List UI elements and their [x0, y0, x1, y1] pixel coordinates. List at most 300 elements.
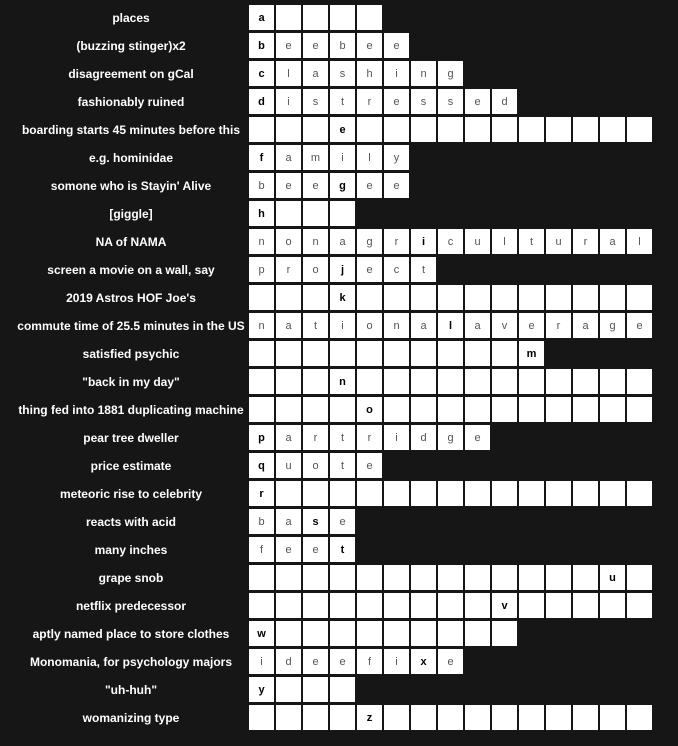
letter-cell[interactable]: r: [546, 313, 571, 338]
letter-cell[interactable]: [384, 341, 409, 366]
letter-cell[interactable]: b: [249, 173, 274, 198]
letter-cell[interactable]: [492, 397, 517, 422]
letter-cell[interactable]: e: [438, 649, 463, 674]
puzzle-row: [0, 425, 678, 453]
key-letter-cell[interactable]: e: [330, 117, 355, 142]
key-letter-cell[interactable]: g: [330, 173, 355, 198]
key-letter-cell[interactable]: f: [249, 145, 274, 170]
clue-label: commute time of 25.5 minutes in the US: [17, 319, 245, 333]
key-letter-cell[interactable]: r: [249, 481, 274, 506]
letter-cell[interactable]: [276, 593, 301, 618]
letter-cell[interactable]: [303, 481, 328, 506]
letter-cell[interactable]: [492, 565, 517, 590]
letter-cell[interactable]: p: [249, 257, 274, 282]
letter-cell[interactable]: [465, 593, 490, 618]
letter-cell[interactable]: t: [411, 257, 436, 282]
letter-cell[interactable]: [438, 481, 463, 506]
answer-cells: [249, 425, 492, 450]
letter-cell[interactable]: [249, 369, 274, 394]
answer-cells: [249, 173, 411, 198]
letter-cell[interactable]: s: [330, 61, 355, 86]
answer-cells: [249, 341, 546, 366]
letter-cell[interactable]: [249, 565, 274, 590]
letter-cell[interactable]: [357, 481, 382, 506]
letter-cell[interactable]: e: [465, 425, 490, 450]
letter-cell[interactable]: e: [303, 649, 328, 674]
key-letter-cell[interactable]: k: [330, 285, 355, 310]
letter-cell[interactable]: [249, 593, 274, 618]
key-letter-cell[interactable]: v: [492, 593, 517, 618]
key-letter-cell[interactable]: s: [303, 509, 328, 534]
letter-cell[interactable]: [303, 5, 328, 30]
answer-cells: [249, 33, 411, 58]
letter-cell[interactable]: [438, 117, 463, 142]
letter-cell[interactable]: [384, 285, 409, 310]
letter-cell[interactable]: [411, 341, 436, 366]
clue-label: e.g. hominidae: [88, 151, 173, 165]
letter-cell[interactable]: [330, 593, 355, 618]
key-letter-cell[interactable]: j: [330, 257, 355, 282]
key-letter-cell[interactable]: x: [411, 649, 436, 674]
answer-cells: [249, 649, 465, 674]
letter-cell[interactable]: [411, 621, 436, 646]
letter-cell[interactable]: s: [438, 89, 463, 114]
clue-label: screen a movie on a wall, say: [47, 263, 215, 277]
letter-cell[interactable]: e: [330, 509, 355, 534]
letter-cell[interactable]: o: [303, 257, 328, 282]
letter-cell[interactable]: [465, 117, 490, 142]
answer-cells: [249, 509, 357, 534]
letter-cell[interactable]: c: [384, 257, 409, 282]
puzzle-row: [0, 285, 678, 313]
puzzle-row: [0, 341, 678, 369]
letter-cell[interactable]: r: [573, 229, 598, 254]
letter-cell[interactable]: r: [276, 257, 301, 282]
letter-cell[interactable]: [519, 369, 544, 394]
puzzle-row: [0, 649, 678, 677]
letter-cell[interactable]: i: [330, 145, 355, 170]
letter-cell[interactable]: [303, 341, 328, 366]
letter-cell[interactable]: [492, 285, 517, 310]
clue-label: thing fed into 1881 duplicating machine: [18, 403, 244, 417]
letter-cell[interactable]: [384, 621, 409, 646]
letter-cell[interactable]: [276, 677, 301, 702]
answer-cells: [249, 257, 438, 282]
letter-cell[interactable]: [411, 593, 436, 618]
letter-cell[interactable]: [438, 565, 463, 590]
letter-cell[interactable]: i: [384, 649, 409, 674]
letter-cell[interactable]: t: [519, 229, 544, 254]
letter-cell[interactable]: [438, 621, 463, 646]
letter-cell[interactable]: [357, 5, 382, 30]
letter-cell[interactable]: [411, 481, 436, 506]
puzzle-row: [0, 453, 678, 481]
letter-cell[interactable]: [411, 397, 436, 422]
letter-cell[interactable]: [384, 369, 409, 394]
clue-label: [giggle]: [109, 207, 153, 221]
letter-cell[interactable]: [276, 5, 301, 30]
letter-cell[interactable]: [438, 397, 463, 422]
letter-cell[interactable]: r: [357, 89, 382, 114]
answer-cells: [249, 5, 384, 30]
puzzle-row: [0, 201, 678, 229]
answer-cells: [249, 61, 465, 86]
letter-cell[interactable]: [276, 481, 301, 506]
letter-cell[interactable]: d: [276, 649, 301, 674]
letter-cell[interactable]: t: [330, 453, 355, 478]
letter-cell[interactable]: [573, 369, 598, 394]
letter-cell[interactable]: [546, 285, 571, 310]
letter-cell[interactable]: n: [411, 61, 436, 86]
letter-cell[interactable]: [546, 117, 571, 142]
letter-cell[interactable]: i: [384, 61, 409, 86]
letter-cell[interactable]: [411, 117, 436, 142]
letter-cell[interactable]: t: [303, 313, 328, 338]
letter-cell[interactable]: [411, 705, 436, 730]
answer-cells: [249, 229, 654, 254]
letter-cell[interactable]: [546, 705, 571, 730]
letter-cell[interactable]: n: [249, 313, 274, 338]
letter-cell[interactable]: [303, 117, 328, 142]
letter-cell[interactable]: [465, 705, 490, 730]
letter-cell[interactable]: [627, 481, 652, 506]
letter-cell[interactable]: [600, 397, 625, 422]
clue-label: meteoric rise to celebrity: [59, 487, 203, 501]
letter-cell[interactable]: [303, 621, 328, 646]
letter-cell[interactable]: [357, 117, 382, 142]
letter-cell[interactable]: [330, 621, 355, 646]
letter-cell[interactable]: [627, 369, 652, 394]
letter-cell[interactable]: g: [357, 229, 382, 254]
letter-cell[interactable]: [276, 285, 301, 310]
letter-cell[interactable]: [303, 285, 328, 310]
letter-cell[interactable]: [519, 285, 544, 310]
letter-cell[interactable]: o: [357, 313, 382, 338]
letter-cell[interactable]: [276, 397, 301, 422]
letter-cell[interactable]: [438, 705, 463, 730]
letter-cell[interactable]: [600, 285, 625, 310]
letter-cell[interactable]: e: [357, 33, 382, 58]
letter-cell[interactable]: l: [627, 229, 652, 254]
clue-label: many inches: [94, 543, 168, 557]
letter-cell[interactable]: [519, 397, 544, 422]
letter-cell[interactable]: [411, 565, 436, 590]
letter-cell[interactable]: [438, 341, 463, 366]
key-letter-cell[interactable]: h: [249, 201, 274, 226]
letter-cell[interactable]: a: [573, 313, 598, 338]
letter-cell[interactable]: i: [384, 425, 409, 450]
letter-cell[interactable]: [330, 705, 355, 730]
letter-cell[interactable]: g: [600, 313, 625, 338]
letter-cell[interactable]: u: [276, 453, 301, 478]
clue-label: (buzzing stinger)x2: [76, 39, 186, 53]
letter-cell[interactable]: e: [357, 453, 382, 478]
letter-cell[interactable]: [303, 593, 328, 618]
letter-cell[interactable]: e: [384, 33, 409, 58]
letter-cell[interactable]: [357, 621, 382, 646]
letter-cell[interactable]: [249, 341, 274, 366]
letter-cell[interactable]: a: [465, 313, 490, 338]
letter-cell[interactable]: [546, 481, 571, 506]
letter-cell[interactable]: g: [438, 61, 463, 86]
letter-cell[interactable]: v: [492, 313, 517, 338]
key-letter-cell[interactable]: l: [438, 313, 463, 338]
letter-cell[interactable]: [627, 285, 652, 310]
letter-cell[interactable]: d: [411, 425, 436, 450]
letter-cell[interactable]: e: [519, 313, 544, 338]
letter-cell[interactable]: [465, 481, 490, 506]
letter-cell[interactable]: [627, 705, 652, 730]
letter-cell[interactable]: [357, 593, 382, 618]
key-letter-cell[interactable]: t: [330, 537, 355, 562]
letter-cell[interactable]: [276, 117, 301, 142]
letter-cell[interactable]: n: [303, 229, 328, 254]
letter-cell[interactable]: d: [492, 89, 517, 114]
letter-cell[interactable]: [357, 565, 382, 590]
clue-label: pear tree dweller: [83, 431, 179, 445]
letter-cell[interactable]: [573, 565, 598, 590]
letter-cell[interactable]: r: [357, 425, 382, 450]
letter-cell[interactable]: [330, 201, 355, 226]
key-letter-cell[interactable]: w: [249, 621, 274, 646]
letter-cell[interactable]: a: [411, 313, 436, 338]
letter-cell[interactable]: [519, 705, 544, 730]
letter-cell[interactable]: [546, 369, 571, 394]
letter-cell[interactable]: t: [330, 425, 355, 450]
letter-cell[interactable]: [492, 481, 517, 506]
letter-cell[interactable]: r: [384, 229, 409, 254]
letter-cell[interactable]: [546, 565, 571, 590]
clue-label: disagreement on gCal: [68, 67, 194, 81]
letter-cell[interactable]: [330, 677, 355, 702]
letter-cell[interactable]: [276, 341, 301, 366]
letter-cell[interactable]: [303, 397, 328, 422]
letter-cell[interactable]: [276, 621, 301, 646]
letter-cell[interactable]: [465, 285, 490, 310]
letter-cell[interactable]: [249, 705, 274, 730]
letter-cell[interactable]: [573, 481, 598, 506]
letter-cell[interactable]: [438, 369, 463, 394]
letter-cell[interactable]: g: [438, 425, 463, 450]
letter-cell[interactable]: [492, 369, 517, 394]
key-letter-cell[interactable]: y: [249, 677, 274, 702]
letter-cell[interactable]: [492, 341, 517, 366]
letter-cell[interactable]: e: [276, 33, 301, 58]
letter-cell[interactable]: [465, 621, 490, 646]
letter-cell[interactable]: u: [546, 229, 571, 254]
letter-cell[interactable]: [330, 565, 355, 590]
letter-cell[interactable]: [411, 285, 436, 310]
letter-cell[interactable]: [438, 593, 463, 618]
letter-cell[interactable]: [519, 481, 544, 506]
letter-cell[interactable]: [330, 341, 355, 366]
letter-cell[interactable]: [384, 565, 409, 590]
letter-cell[interactable]: i: [330, 313, 355, 338]
key-letter-cell[interactable]: q: [249, 453, 274, 478]
letter-cell[interactable]: a: [276, 145, 301, 170]
letter-cell[interactable]: [600, 369, 625, 394]
letter-cell[interactable]: [276, 369, 301, 394]
letter-cell[interactable]: r: [303, 425, 328, 450]
letter-cell[interactable]: [492, 621, 517, 646]
letter-cell[interactable]: [357, 285, 382, 310]
letter-cell[interactable]: a: [276, 509, 301, 534]
letter-cell[interactable]: n: [384, 313, 409, 338]
key-letter-cell[interactable]: p: [249, 425, 274, 450]
answer-cells: [249, 285, 654, 310]
letter-cell[interactable]: a: [600, 229, 625, 254]
letter-cell[interactable]: a: [276, 425, 301, 450]
letter-cell[interactable]: [303, 369, 328, 394]
letter-cell[interactable]: c: [438, 229, 463, 254]
letter-cell[interactable]: e: [384, 89, 409, 114]
letter-cell[interactable]: [384, 117, 409, 142]
letter-cell[interactable]: [546, 397, 571, 422]
letter-cell[interactable]: [384, 481, 409, 506]
puzzle-row: [0, 705, 678, 733]
key-letter-cell[interactable]: c: [249, 61, 274, 86]
letter-cell[interactable]: [330, 5, 355, 30]
letter-cell[interactable]: [519, 565, 544, 590]
letter-cell[interactable]: [627, 565, 652, 590]
letter-cell[interactable]: i: [249, 649, 274, 674]
letter-cell[interactable]: e: [384, 173, 409, 198]
letter-cell[interactable]: f: [249, 537, 274, 562]
letter-cell[interactable]: [573, 705, 598, 730]
letter-cell[interactable]: [303, 677, 328, 702]
letter-cell[interactable]: t: [330, 89, 355, 114]
letter-cell[interactable]: o: [276, 229, 301, 254]
letter-cell[interactable]: e: [303, 33, 328, 58]
letter-cell[interactable]: [465, 341, 490, 366]
letter-cell[interactable]: [519, 117, 544, 142]
letter-cell[interactable]: [573, 285, 598, 310]
letter-cell[interactable]: [546, 593, 571, 618]
letter-cell[interactable]: b: [330, 33, 355, 58]
letter-cell[interactable]: y: [384, 145, 409, 170]
letter-cell[interactable]: [519, 593, 544, 618]
letter-cell[interactable]: e: [303, 537, 328, 562]
clue-label: reacts with acid: [85, 515, 177, 529]
clue-label: somone who is Stayin' Alive: [50, 179, 212, 193]
letter-cell[interactable]: [303, 565, 328, 590]
letter-cell[interactable]: e: [276, 537, 301, 562]
letter-cell[interactable]: h: [357, 61, 382, 86]
letter-cell[interactable]: [600, 705, 625, 730]
letter-cell[interactable]: [276, 705, 301, 730]
answer-cells: [249, 397, 654, 422]
letter-cell[interactable]: e: [357, 173, 382, 198]
letter-cell[interactable]: b: [249, 509, 274, 534]
clue-label: netflix predecessor: [75, 599, 187, 613]
key-letter-cell[interactable]: o: [357, 397, 382, 422]
letter-cell[interactable]: [465, 397, 490, 422]
letter-cell[interactable]: s: [411, 89, 436, 114]
letter-cell[interactable]: e: [303, 173, 328, 198]
letter-cell[interactable]: o: [303, 453, 328, 478]
letter-cell[interactable]: [600, 117, 625, 142]
letter-cell[interactable]: [249, 397, 274, 422]
puzzle-row: [0, 509, 678, 537]
letter-cell[interactable]: [573, 397, 598, 422]
letter-cell[interactable]: e: [357, 257, 382, 282]
answer-cells: [249, 117, 654, 142]
letter-cell[interactable]: [357, 369, 382, 394]
letter-cell[interactable]: [600, 593, 625, 618]
letter-cell[interactable]: n: [249, 229, 274, 254]
letter-cell[interactable]: a: [330, 229, 355, 254]
letter-cell[interactable]: i: [276, 89, 301, 114]
letter-cell[interactable]: e: [627, 313, 652, 338]
key-letter-cell[interactable]: a: [249, 5, 274, 30]
letter-cell[interactable]: [276, 201, 301, 226]
letter-cell[interactable]: [627, 397, 652, 422]
letter-cell[interactable]: e: [465, 89, 490, 114]
letter-cell[interactable]: [330, 481, 355, 506]
key-letter-cell[interactable]: m: [519, 341, 544, 366]
letter-cell[interactable]: [465, 565, 490, 590]
letter-cell[interactable]: [627, 117, 652, 142]
letter-cell[interactable]: [303, 201, 328, 226]
letter-cell[interactable]: [384, 593, 409, 618]
letter-cell[interactable]: [465, 369, 490, 394]
letter-cell[interactable]: a: [276, 313, 301, 338]
puzzle-row: [0, 5, 678, 33]
clue-label: Monomania, for psychology majors: [29, 655, 233, 669]
letter-cell[interactable]: l: [276, 61, 301, 86]
letter-cell[interactable]: [357, 341, 382, 366]
key-letter-cell[interactable]: u: [600, 565, 625, 590]
clue-label: "uh-huh": [104, 683, 158, 697]
letter-cell[interactable]: a: [303, 61, 328, 86]
letter-cell[interactable]: e: [276, 173, 301, 198]
letter-cell[interactable]: [384, 397, 409, 422]
letter-cell[interactable]: s: [303, 89, 328, 114]
letter-cell[interactable]: [573, 593, 598, 618]
letter-cell[interactable]: u: [465, 229, 490, 254]
puzzle-row: [0, 677, 678, 705]
key-letter-cell[interactable]: i: [411, 229, 436, 254]
key-letter-cell[interactable]: d: [249, 89, 274, 114]
letter-cell[interactable]: [303, 705, 328, 730]
letter-cell[interactable]: [573, 117, 598, 142]
letter-cell[interactable]: [276, 565, 301, 590]
key-letter-cell[interactable]: b: [249, 33, 274, 58]
letter-cell[interactable]: [384, 705, 409, 730]
letter-cell[interactable]: [438, 285, 463, 310]
letter-cell[interactable]: [249, 285, 274, 310]
letter-cell[interactable]: [411, 369, 436, 394]
answer-cells: [249, 369, 654, 394]
letter-cell[interactable]: e: [330, 649, 355, 674]
answer-cells: [249, 145, 411, 170]
letter-cell[interactable]: [249, 117, 274, 142]
letter-cell[interactable]: f: [357, 649, 382, 674]
letter-cell[interactable]: [627, 593, 652, 618]
key-letter-cell[interactable]: z: [357, 705, 382, 730]
letter-cell[interactable]: [492, 705, 517, 730]
letter-cell[interactable]: [600, 481, 625, 506]
letter-cell[interactable]: l: [357, 145, 382, 170]
puzzle-row: [0, 313, 678, 341]
letter-cell[interactable]: l: [492, 229, 517, 254]
answer-cells: [249, 453, 384, 478]
answer-cells: [249, 89, 519, 114]
letter-cell[interactable]: [492, 117, 517, 142]
key-letter-cell[interactable]: n: [330, 369, 355, 394]
letter-cell[interactable]: [330, 397, 355, 422]
letter-cell[interactable]: m: [303, 145, 328, 170]
